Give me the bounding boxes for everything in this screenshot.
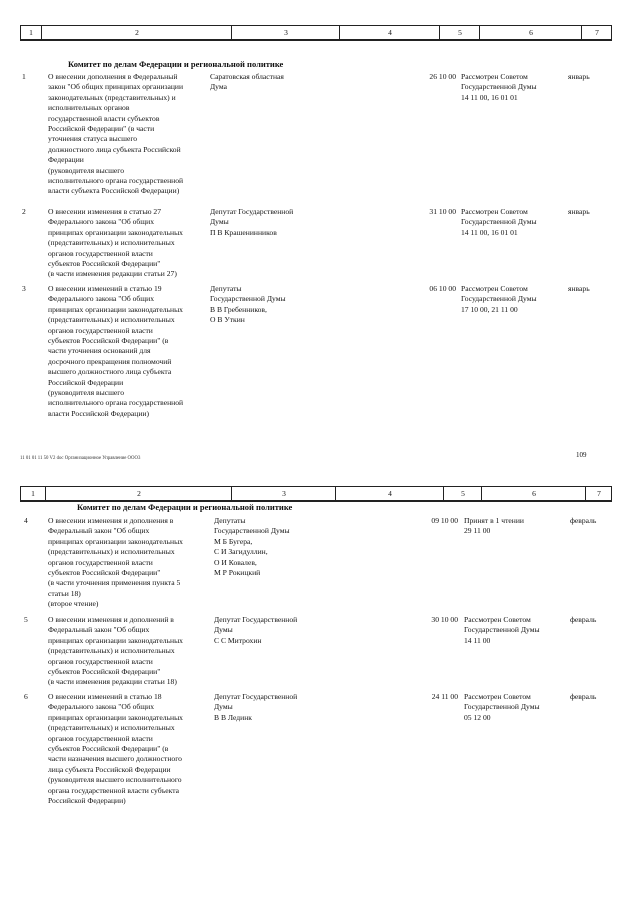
header-col-7: 7 — [581, 26, 612, 39]
bill-author: Депутат Государственной Думы С С Митрохин — [214, 615, 298, 645]
bill-status: Рассмотрен Советом Государственной Думы 14 11 00 — [464, 615, 540, 645]
row-number: 6 — [24, 692, 28, 701]
bill-status: Принят в 1 чтении 29 11 00 — [464, 516, 524, 536]
bill-month: февраль — [570, 615, 597, 624]
bill-title: О внесении изменения в статью 27 Федерального закона "Об общих принципах организации законодательных (представительных) и исполнительных органов государственной власти субъектов Российской Федерации" (в части изменения редакции статьи 27) — [48, 207, 183, 279]
bill-month: февраль — [570, 516, 597, 525]
bill-author: Депутаты Государственной Думы М Б Бугера, С И Загидуллин, О И Ковалев, М Р Рокицкий — [214, 516, 290, 578]
bill-status: Рассмотрен Советом Государственной Думы 14 11 00, 16 01 01 — [461, 72, 537, 102]
bill-date: 30 10 00 — [431, 615, 458, 624]
bill-author: Саратовская областная Дума — [210, 72, 284, 92]
row-number: 1 — [22, 72, 26, 81]
bill-date: 31 10 00 — [429, 207, 456, 216]
bill-author: Депутат Государственной Думы П В Крашенинников — [210, 207, 294, 237]
header-col-6: 6 — [479, 26, 582, 39]
header-col-5: 5 — [443, 487, 482, 500]
header-col-5: 5 — [439, 26, 480, 39]
bill-month: февраль — [570, 692, 597, 701]
bill-title: О внесении изменений в статью 19 Федерального закона "Об общих принципах организации законодательных (представительных) и исполнительных органов государственной власти субъектов Российской Федерации" (в части уточнения оснований для досрочного прекращения полномочий высшего должностного лица субъекта Российской Федерации (руководителя высшего исполнительного органа государственной власти Российской Федерации) — [48, 284, 184, 418]
row-number: 3 — [22, 284, 26, 293]
header-col-3: 3 — [231, 26, 340, 39]
table-header — [20, 486, 612, 502]
header-col-2: 2 — [41, 26, 232, 39]
row-number: 5 — [24, 615, 28, 624]
document-footer: 11 01 01 11 50 V2 doc Организационное Управление ООО3 — [20, 456, 141, 461]
header-col-3: 3 — [231, 487, 336, 500]
header-col-4: 4 — [335, 487, 444, 500]
header-col-6: 6 — [481, 487, 586, 500]
section-title: Комитет по делам Федерации и региональной политике — [68, 59, 284, 69]
bill-title: О внесении изменения и дополнения в Федеральный закон "Об общих принципах организации законодательных (представительных) и исполнительных органов государственной власти субъектов Российской Федерации" (в части уточнения применения пункта 5 статьи 18) (второе чтение) — [48, 516, 183, 609]
bill-date: 06 10 00 — [429, 284, 456, 293]
bill-status: Рассмотрен Советом Государственной Думы 14 11 00, 16 01 01 — [461, 207, 537, 237]
bill-month: январь — [568, 284, 590, 293]
bill-author: Депутаты Государственной Думы В В Гребенников, О В Уткин — [210, 284, 286, 325]
bill-month: январь — [568, 72, 590, 81]
bill-title: О внесении изменений в статью 18 Федерального закона "Об общих принципах организации законодательных (представительных) и исполнительных органов государственной власти субъектов Российской Федерации" (в части назначения высшего должностного лица субъекта Российской Федерации (руководителя высшего исполнительного органа государственной власти субъекта Российской Федерации) — [48, 692, 183, 806]
page-number: 109 — [576, 451, 587, 459]
bill-date: 26 10 00 — [429, 72, 456, 81]
header-col-7: 7 — [585, 487, 612, 500]
bill-month: январь — [568, 207, 590, 216]
bill-title: О внесении изменения и дополнений в Федеральный закон "Об общих принципах организации законодательных (представительных) и исполнительных органов государственной власти субъектов Российской Федерации" (в части изменения редакции статьи 18) — [48, 615, 183, 687]
header-col-1: 1 — [29, 28, 33, 37]
row-number: 4 — [24, 516, 28, 525]
row-number: 2 — [22, 207, 26, 216]
bill-author: Депутат Государственной Думы В В Лединк — [214, 692, 298, 722]
bill-date: 09 10 00 — [431, 516, 458, 525]
bill-status: Рассмотрен Советом Государственной Думы 05 12 00 — [464, 692, 540, 722]
bill-status: Рассмотрен Советом Государственной Думы 17 10 00, 21 11 00 — [461, 284, 537, 314]
header-col-1: 1 — [31, 489, 35, 498]
section-title: Комитет по делам Федерации и региональной политике — [77, 502, 293, 512]
bill-title: О внесении дополнения в Федеральный закон "Об общих принципах организации законодательных (представительных) и исполнительных органов государственной власти субъектов Российской Федерации" (в части уточнения статуса высшего должностного лица субъекта Российской Федерации (руководителя высшего исполнительного органа государственной власти субъекта Российской Федерации) — [48, 72, 184, 196]
header-col-4: 4 — [339, 26, 440, 39]
header-col-2: 2 — [45, 487, 232, 500]
bill-date: 24 11 00 — [431, 692, 458, 701]
